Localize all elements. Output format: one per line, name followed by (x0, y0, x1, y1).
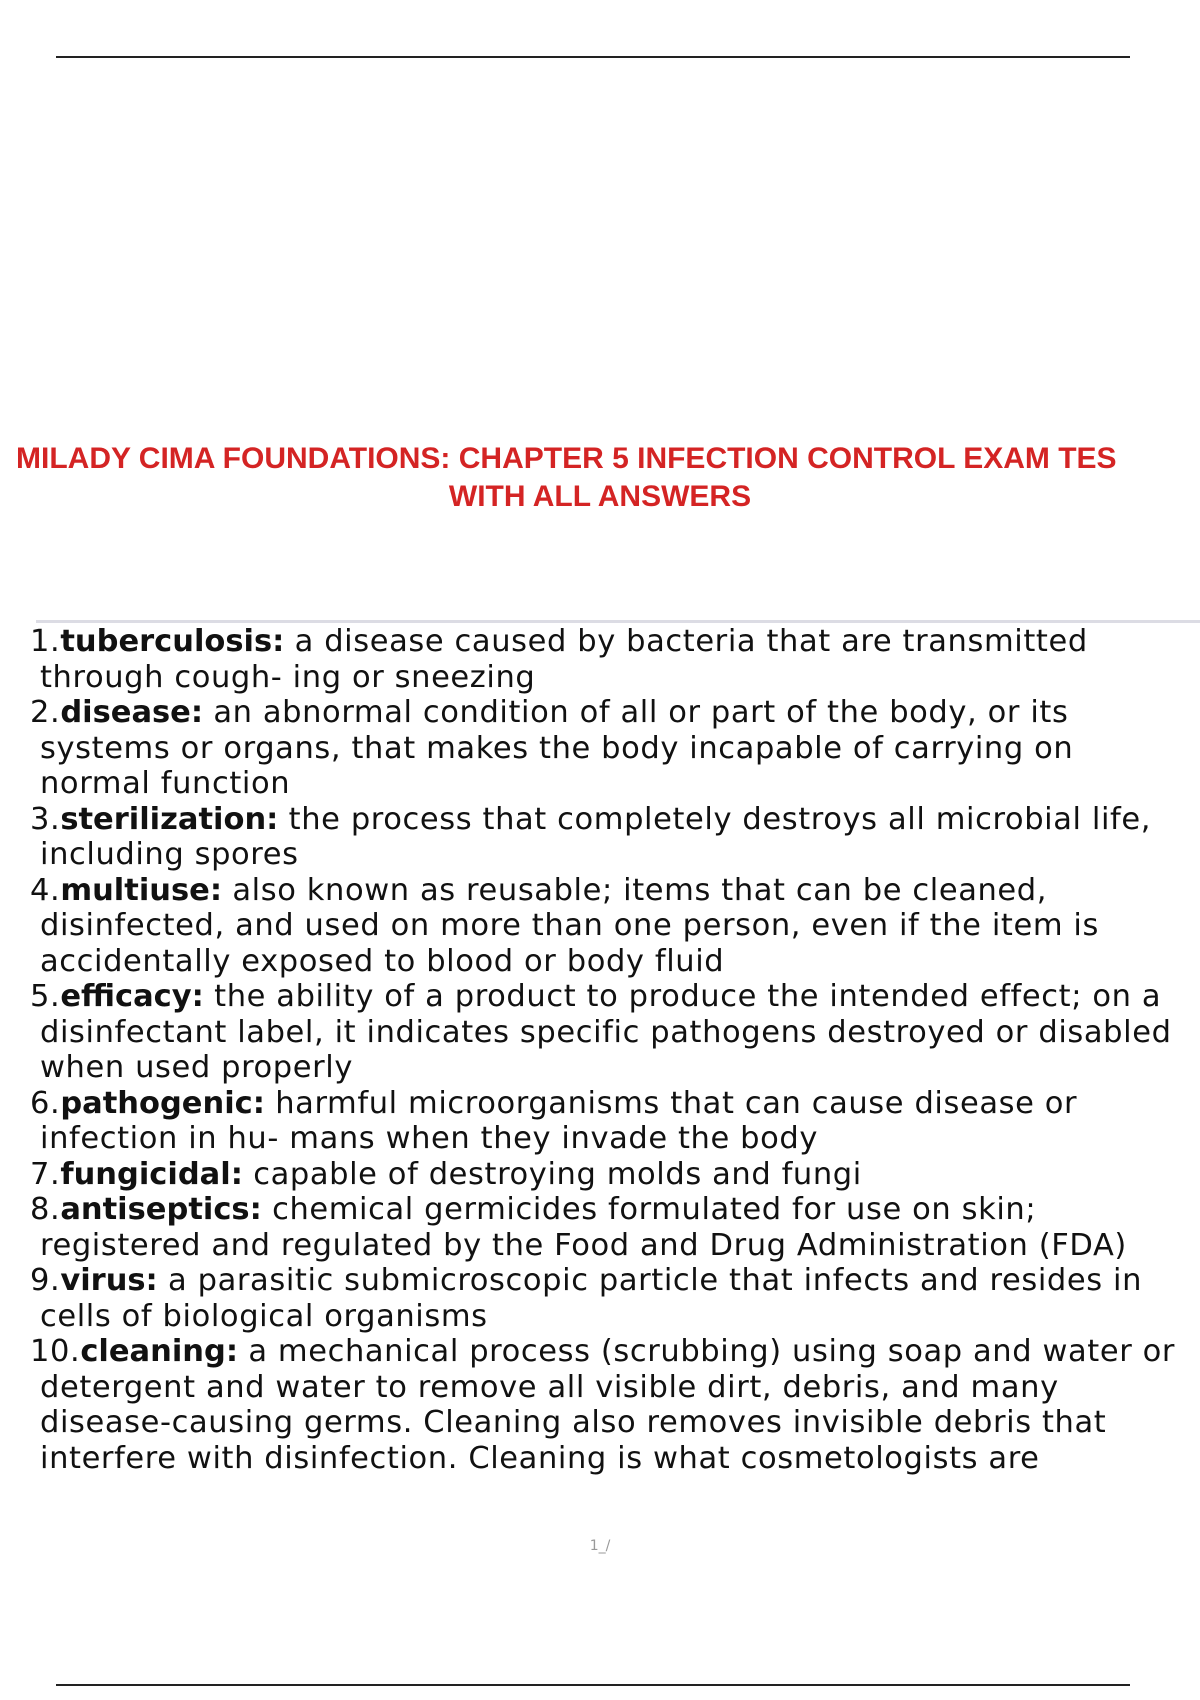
item-term: fungicidal: (60, 1156, 243, 1192)
item-definition: an abnormal condition of all or part of the body, or its systems or organs, that makes the body incapable of carrying on normal function (40, 695, 1074, 801)
document-title (0, 440, 1200, 516)
list-item (30, 873, 1180, 980)
item-definition: the process that completely destroys all microbial life, including spores (40, 801, 1152, 872)
item-number: 7. (30, 1156, 61, 1192)
title-line-1: MILADY CIMA FOUNDATIONS: CHAPTER 5 INFECTION CONTROL EXAM TES (16, 442, 1117, 475)
list-item (30, 1192, 1180, 1263)
list-item (30, 1263, 1180, 1334)
item-definition: a disease caused by bacteria that are transmitted through cough- ing or sneezing (40, 624, 1088, 695)
item-term: efficacy: (60, 979, 204, 1014)
list-item (30, 1157, 1180, 1193)
item-definition: harmful microorganisms that can cause disease or infection in hu- mans when they invade the body (40, 1085, 1078, 1156)
item-definition: chemical germicides formulated for use on skin; registered and regulated by the Food and Drug Administration (FDA) (40, 1192, 1127, 1263)
item-definition: a parasitic submicroscopic particle that infects and resides in cells of biological organisms (40, 1263, 1143, 1334)
bottom-rule (56, 1684, 1130, 1686)
item-definition: a mechanical process (scrubbing) using soap and water or detergent and water to remove all visible dirt, debris, and many disease-causing germs. Cleaning also removes invisible debris that interfere with disinfection. Cleaning is what cosmetologists are (40, 1334, 1176, 1476)
list-item (30, 1086, 1180, 1157)
item-number: 6. (30, 1085, 61, 1121)
item-term: antiseptics: (60, 1192, 262, 1227)
item-number: 4. (30, 872, 61, 908)
item-term: tuberculosis: (60, 624, 285, 659)
item-number: 3. (30, 801, 61, 837)
item-term: cleaning: (80, 1334, 239, 1369)
section-divider (36, 620, 1200, 623)
item-number: 10. (30, 1334, 81, 1369)
list-item (30, 695, 1180, 802)
item-definition: also known as reusable; items that can be cleaned, disinfected, and used on more than one person, even if the item is accidentally exposed to blood or body fluid (40, 872, 1099, 979)
item-term: sterilization: (60, 801, 279, 837)
top-rule (56, 56, 1130, 58)
item-number: 5. (30, 979, 61, 1014)
page-number: 1_/ (589, 1538, 611, 1554)
item-number: 2. (30, 695, 61, 730)
list-item (30, 624, 1180, 695)
list-item (30, 979, 1180, 1086)
list-item (30, 802, 1180, 873)
definition-list (30, 624, 1180, 1476)
list-item (30, 1334, 1180, 1476)
title-line-2: WITH ALL ANSWERS (448, 480, 752, 513)
item-term: disease: (60, 695, 204, 730)
item-term: multiuse: (60, 872, 223, 908)
item-term: pathogenic: (60, 1085, 265, 1121)
item-number: 1. (30, 624, 61, 659)
item-definition: the ability of a product to produce the intended effect; on a disinfectant label, it indicates specific pathogens destroyed or disabled when used properly (40, 979, 1172, 1085)
item-number: 9. (30, 1263, 61, 1298)
item-term: virus: (60, 1263, 158, 1298)
item-definition: capable of destroying molds and fungi (242, 1156, 862, 1192)
item-number: 8. (30, 1192, 61, 1227)
